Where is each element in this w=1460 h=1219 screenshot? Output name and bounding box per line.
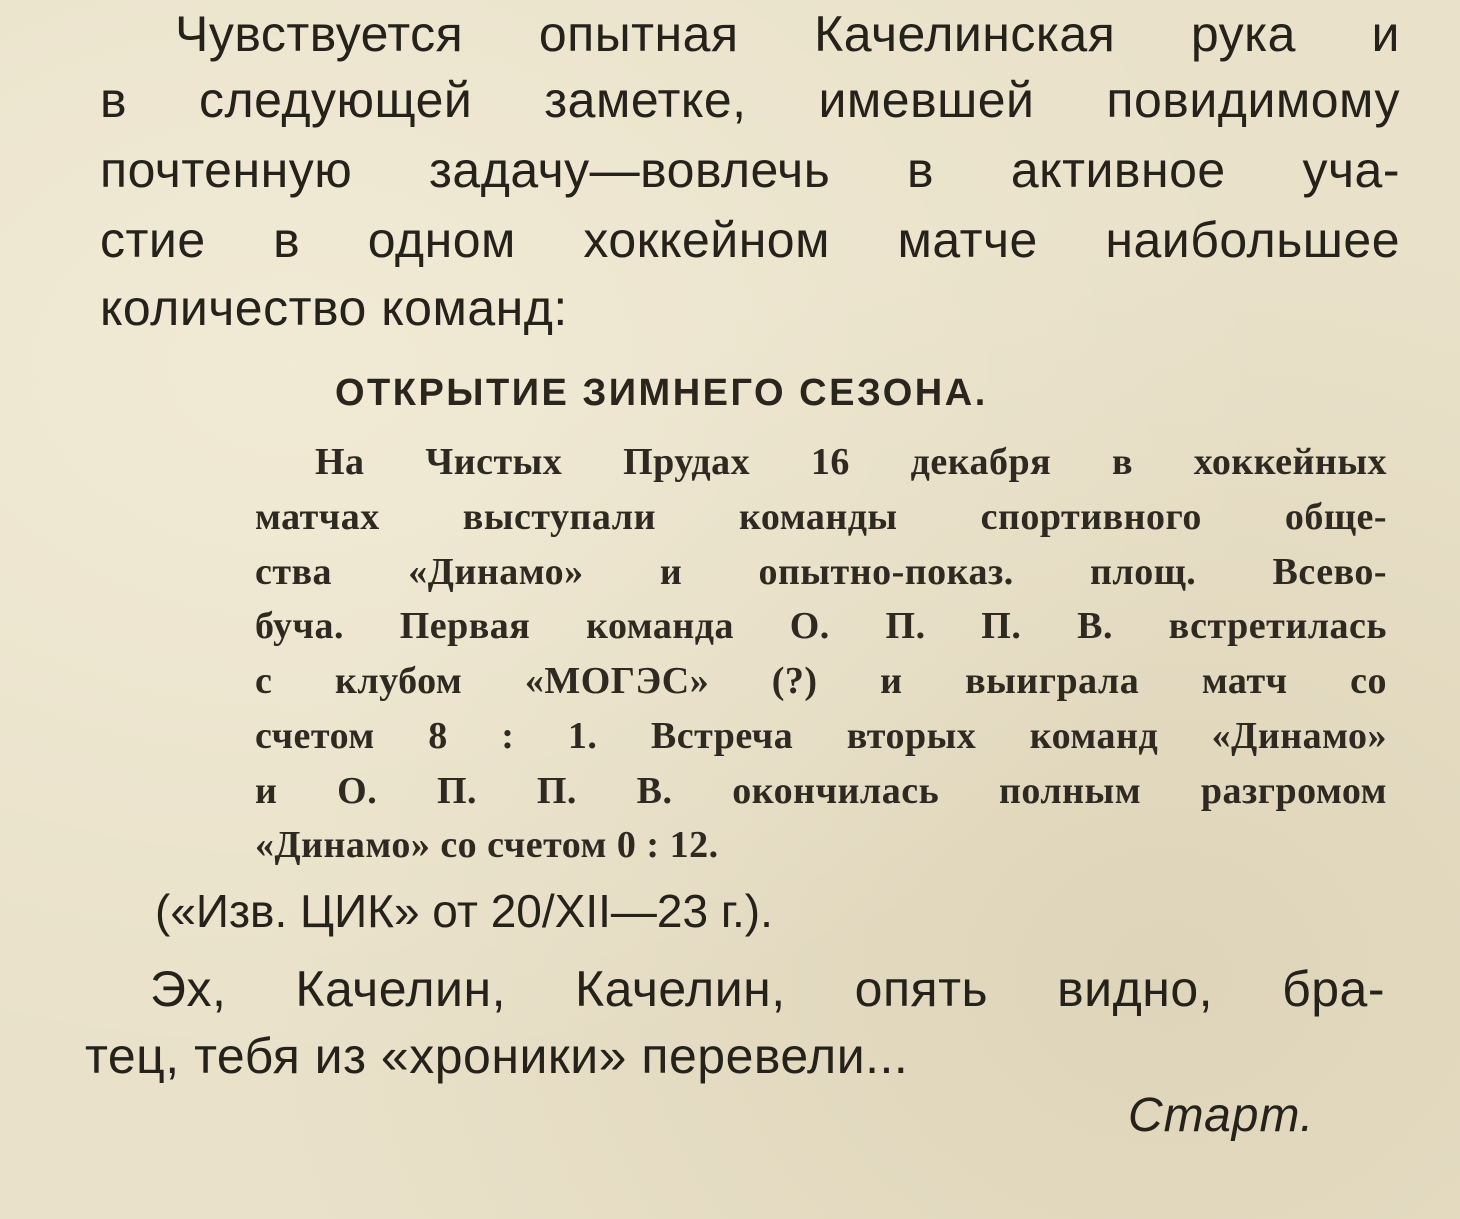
clipping-line-2: матчах выступали команды спортивного обще- <box>255 496 1387 538</box>
clipping-line-4: буча. Первая команда О. П. П. В. встретилась <box>255 605 1387 647</box>
clipping-line-7: и О. П. П. В. окончилась полным разгромом <box>255 770 1387 812</box>
closing-line-1: Эх, Качелин, Качелин, опять видно, бра- <box>150 961 1385 1017</box>
intro-line-5: количество команд: <box>100 280 568 336</box>
intro-line-4: стие в одном хоккейном матче наибольшее <box>100 212 1400 268</box>
author-signature: Старт. <box>1128 1089 1315 1142</box>
clipping-line-1: На Чистых Прудах 16 декабря в хоккейных <box>315 441 1387 483</box>
clipping-line-6: счетом 8 : 1. Встреча вторых команд «Динамо» <box>255 715 1387 757</box>
intro-line-2: в следующей заметке, имевшей повидимому <box>100 72 1400 128</box>
intro-line-1: Чувствуется опытная Качелинская рука и <box>175 6 1400 62</box>
clipping-source: («Изв. ЦИК» от 20/XII—23 г.). <box>155 885 773 937</box>
clipping-line-8: «Динамо» со счетом 0 : 12. <box>255 824 719 866</box>
clipping-line-3: ства «Динамо» и опытно-показ. площ. Всево- <box>255 551 1387 593</box>
closing-line-2: тец, тебя из «хроники» перевели... <box>85 1028 909 1084</box>
clipping-title: ОТКРЫТИЕ ЗИМНЕГО СЕЗОНА. <box>335 372 988 414</box>
intro-line-3: почтенную задачу—вовлечь в активное уча- <box>100 142 1400 198</box>
clipping-line-5: с клубом «МОГЭС» (?) и выиграла матч со <box>255 660 1387 702</box>
